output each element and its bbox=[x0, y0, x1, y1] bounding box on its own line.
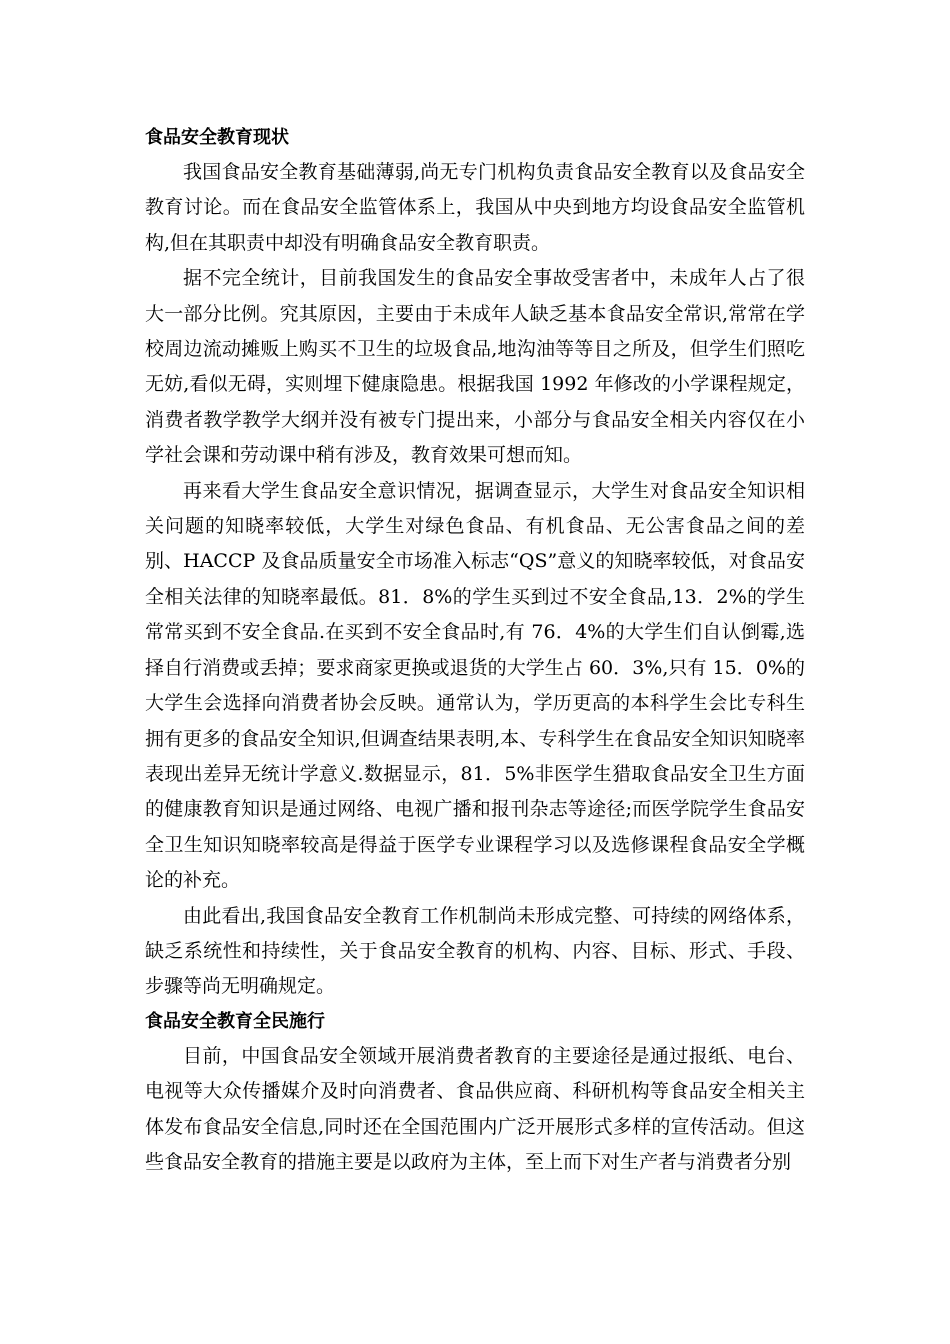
paragraph: 据不完全统计，目前我国发生的食品安全事故受害者中，未成年人占了很大一部分比例。究其原因，主要由于未成年人缺乏基本食品安全常识,常常在学校周边流动摊贩上购买不卫生的垃圾食品,地沟油等等目之所及，但学生们照吃无妨,看似无碍，实则埋下健康隐患。根据我国 1992 年修改的小学课程规定，消费者教学教学大纲并没有被专门提出来，小部分与食品安全相关内容仅在小学社会课和劳动课中稍有涉及，教育效果可想而知。 bbox=[145, 267, 805, 467]
section-heading-nationwide-implementation: 食品安全教育全民施行 bbox=[145, 1010, 325, 1032]
paragraph: 我国食品安全教育基础薄弱,尚无专门机构负责食品安全教育以及食品安全教育讨论。而在食品安全监管体系上，我国从中央到地方均设食品安全监管机构,但在其职责中却没有明确食品安全教育职责。 bbox=[145, 161, 805, 254]
paragraph: 由此看出,我国食品安全教育工作机制尚未形成完整、可持续的网络体系，缺乏系统性和持续性，关于食品安全教育的机构、内容、目标、形式、手段、步骤等尚无明确规定。 bbox=[145, 904, 805, 998]
section-heading-current-status: 食品安全教育现状 bbox=[145, 127, 289, 148]
paragraph: 再来看大学生食品安全意识情况，据调查显示，大学生对食品安全知识相关问题的知晓率较低，大学生对绿色食品、有机食品、无公害食品之间的差别、HACCP 及食品质量安全市场准入标志“QS”意义的知晓率较低，对食品安全相关法律的知晓率最低。81．8%的学生买到过不安全食品,13．2%的学生常常买到不安全食品.在买到不安全食品时,有 76．4%的大学生们自认倒霉,选择自行消费或丢掉；要求商家更换或退货的大学生占 60．3%,只有 15．0%的大学生会选择向消费者协会反映。通常认为，学历更高的本科学生会比专科生拥有更多的食品安全知识,但调查结果表明,本、专科学生在食品安全知识知晓率表现出差异无统计学意义.数据显示，81．5%非医学生猎取食品安全卫生方面的健康教育知识是通过网络、电视广播和报刊杂志等途径;而医学院学生食品安全卫生知识知晓率较高是得益于医学专业课程学习以及选修课程食品安全学概论的补充。 bbox=[145, 479, 805, 892]
document-body bbox=[145, 121, 805, 1180]
paragraph: 目前，中国食品安全领域开展消费者教育的主要途径是通过报纸、电台、电视等大众传播媒介及时向消费者、食品供应商、科研机构等食品安全相关主体发布食品安全信息,同时还在全国范围内广泛开展形式多样的宣传活动。但这些食品安全教育的措施主要是以政府为主体，至上而下对生产者与消费者分别 bbox=[145, 1044, 805, 1173]
